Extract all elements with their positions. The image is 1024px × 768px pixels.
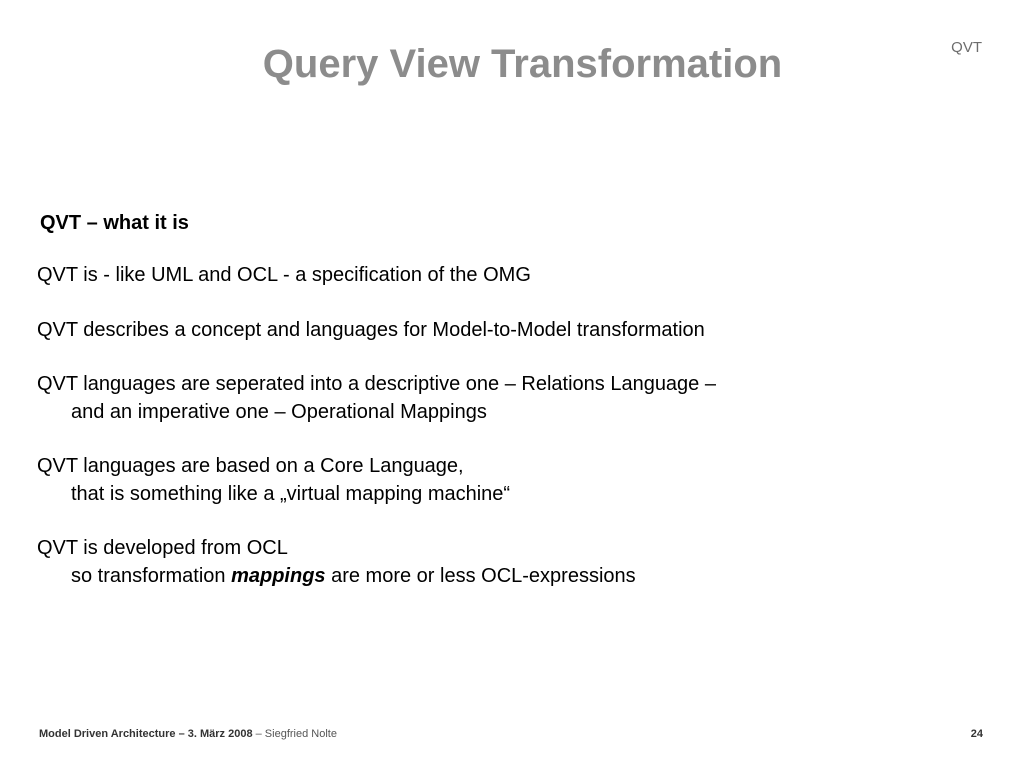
paragraph-line: QVT languages are based on a Core Language, <box>37 455 464 477</box>
footer-course: Model Driven Architecture – 3. März 2008 <box>39 728 253 740</box>
footer-info <box>39 728 337 740</box>
paragraph-core-language <box>37 453 937 508</box>
paragraph-languages <box>37 371 937 426</box>
slide-body <box>37 262 937 617</box>
paragraph-line: QVT is developed from OCL <box>37 537 288 559</box>
paragraph-line: QVT describes a concept and languages for Model-to-Model transformation <box>37 318 705 341</box>
footer-author: Siegfried Nolte <box>264 728 337 740</box>
section-tag: QVT <box>951 39 982 56</box>
emphasized-term: mappings <box>231 564 326 587</box>
paragraph-line: QVT languages are seperated into a descriptive one – Relations Language – <box>37 373 716 395</box>
text-fragment: so transformation <box>71 564 232 587</box>
paragraph-specification <box>37 262 937 290</box>
paragraph-line: QVT is - like UML and OCL - a specification of the OMG <box>37 264 531 286</box>
paragraph-ocl <box>37 535 937 590</box>
paragraph-continuation-line: and an imperative one – Operational Mappings <box>71 400 487 423</box>
page-number: 24 <box>970 728 983 740</box>
footer-separator: – <box>252 728 265 740</box>
text-fragment: are more or less OCL-expressions <box>325 564 636 587</box>
slide-title: Query View Transformation <box>262 42 783 86</box>
paragraph-concept <box>37 317 937 345</box>
paragraph-continuation-line <box>37 563 937 591</box>
section-heading: QVT – what it is <box>40 212 189 234</box>
paragraph-continuation-line: that is something like a „virtual mapping machine“ <box>71 482 511 505</box>
